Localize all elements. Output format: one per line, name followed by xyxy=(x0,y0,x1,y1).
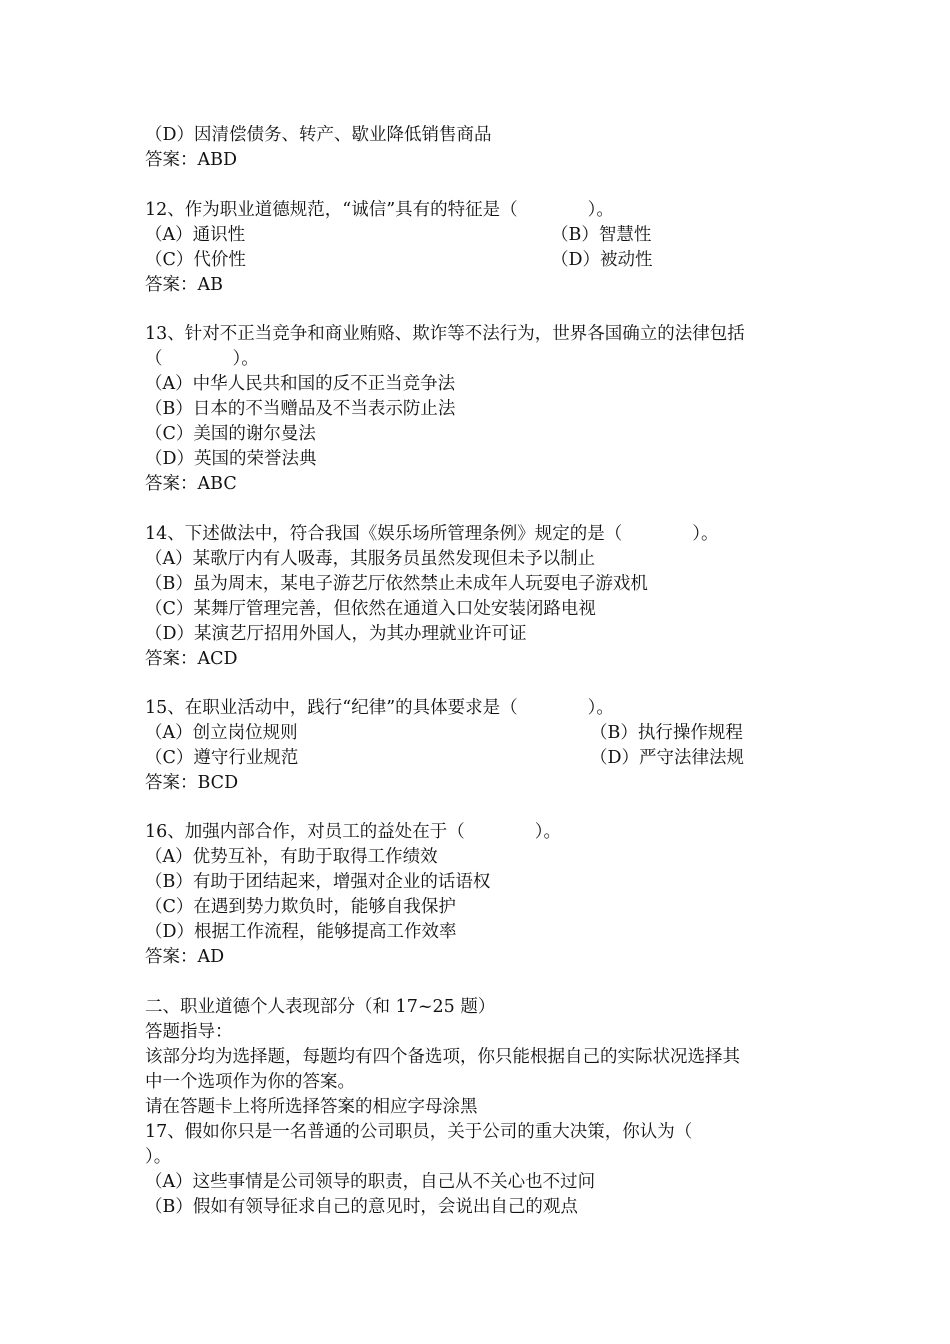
q14-option-b: （B）虽为周末，某电子游艺厅依然禁止未成年人玩耍电子游戏机 xyxy=(145,574,648,594)
q12-option-b: （B）智慧性 xyxy=(551,225,652,245)
q14-option-c: （C）某舞厅管理完善，但依然在通道入口处安装闭路电视 xyxy=(145,599,596,619)
q13-answer: 答案：ABC xyxy=(145,474,237,494)
q13-option-d: （D）英国的荣誉法典 xyxy=(145,449,317,469)
q17-option-b: （B）假如有领导征求自己的意见时，会说出自己的观点 xyxy=(145,1197,578,1217)
q13-option-c: （C）美国的谢尔曼法 xyxy=(145,424,316,444)
q16-option-b: （B）有助于团结起来，增强对企业的话语权 xyxy=(145,872,491,892)
q12-answer: 答案：AB xyxy=(145,275,223,295)
q17-stem-line1: 17、假如你只是一名普通的公司职员，关于公司的重大决策，你认为（ xyxy=(145,1122,693,1142)
q14-stem: 14、下述做法中，符合我国《娱乐场所管理条例》规定的是（ ）。 xyxy=(145,524,719,544)
q15-stem: 15、在职业活动中，践行“纪律”的具体要求是（ ）。 xyxy=(145,698,614,718)
q16-answer: 答案：AD xyxy=(145,947,225,967)
section2-guide-line2: 中一个选项作为你的答案。 xyxy=(145,1072,355,1092)
q11-option-d: （D）因清偿债务、转产、歇业降低销售商品 xyxy=(145,125,492,145)
q13-stem-line2: （ ）。 xyxy=(145,349,259,369)
q16-option-d: （D）根据工作流程，能够提高工作效率 xyxy=(145,922,457,942)
section2-guide-line1: 该部分均为选择题，每题均有四个备选项，你只能根据自己的实际状况选择其 xyxy=(145,1047,740,1067)
q16-stem: 16、加强内部合作，对员工的益处在于（ ）。 xyxy=(145,822,562,842)
q12-stem: 12、作为职业道德规范，“诚信”具有的特征是（ ）。 xyxy=(145,200,614,220)
section2-guide-label: 答题指导： xyxy=(145,1022,233,1042)
q15-answer: 答案：BCD xyxy=(145,773,239,793)
q16-option-c: （C）在遇到势力欺负时，能够自我保护 xyxy=(145,897,456,917)
q17-option-a: （A）这些事情是公司领导的职责，自己从不关心也不过问 xyxy=(145,1172,596,1192)
section2-guide-line3: 请在答题卡上将所选择答案的相应字母涂黑 xyxy=(145,1097,478,1117)
q13-option-b: （B）日本的不当赠品及不当表示防止法 xyxy=(145,399,456,419)
q11-answer: 答案：ABD xyxy=(145,150,238,170)
q13-stem-line1: 13、针对不正当竞争和商业贿赂、欺诈等不法行为，世界各国确立的法律包括 xyxy=(145,324,745,344)
q17-stem-line2: ）。 xyxy=(145,1147,172,1167)
q15-option-c: （C）遵守行业规范 xyxy=(145,748,299,768)
q14-option-a: （A）某歌厅内有人吸毒，其服务员虽然发现但未予以制止 xyxy=(145,549,596,569)
q14-option-d: （D）某演艺厅招用外国人，为其办理就业许可证 xyxy=(145,624,527,644)
q14-answer: 答案：ACD xyxy=(145,649,238,669)
q15-option-d: （D）严守法律法规 xyxy=(590,748,745,768)
q12-option-a: （A）通识性 xyxy=(145,225,246,245)
section2-title: 二、职业道德个人表现部分（和 17~25 题） xyxy=(145,997,496,1017)
q12-option-d: （D）被动性 xyxy=(551,250,653,270)
q12-option-c: （C）代价性 xyxy=(145,250,246,270)
q16-option-a: （A）优势互补，有助于取得工作绩效 xyxy=(145,847,438,867)
q15-option-a: （A）创立岗位规则 xyxy=(145,723,298,743)
q13-option-a: （A）中华人民共和国的反不正当竞争法 xyxy=(145,374,456,394)
q15-option-b: （B）执行操作规程 xyxy=(590,723,743,743)
